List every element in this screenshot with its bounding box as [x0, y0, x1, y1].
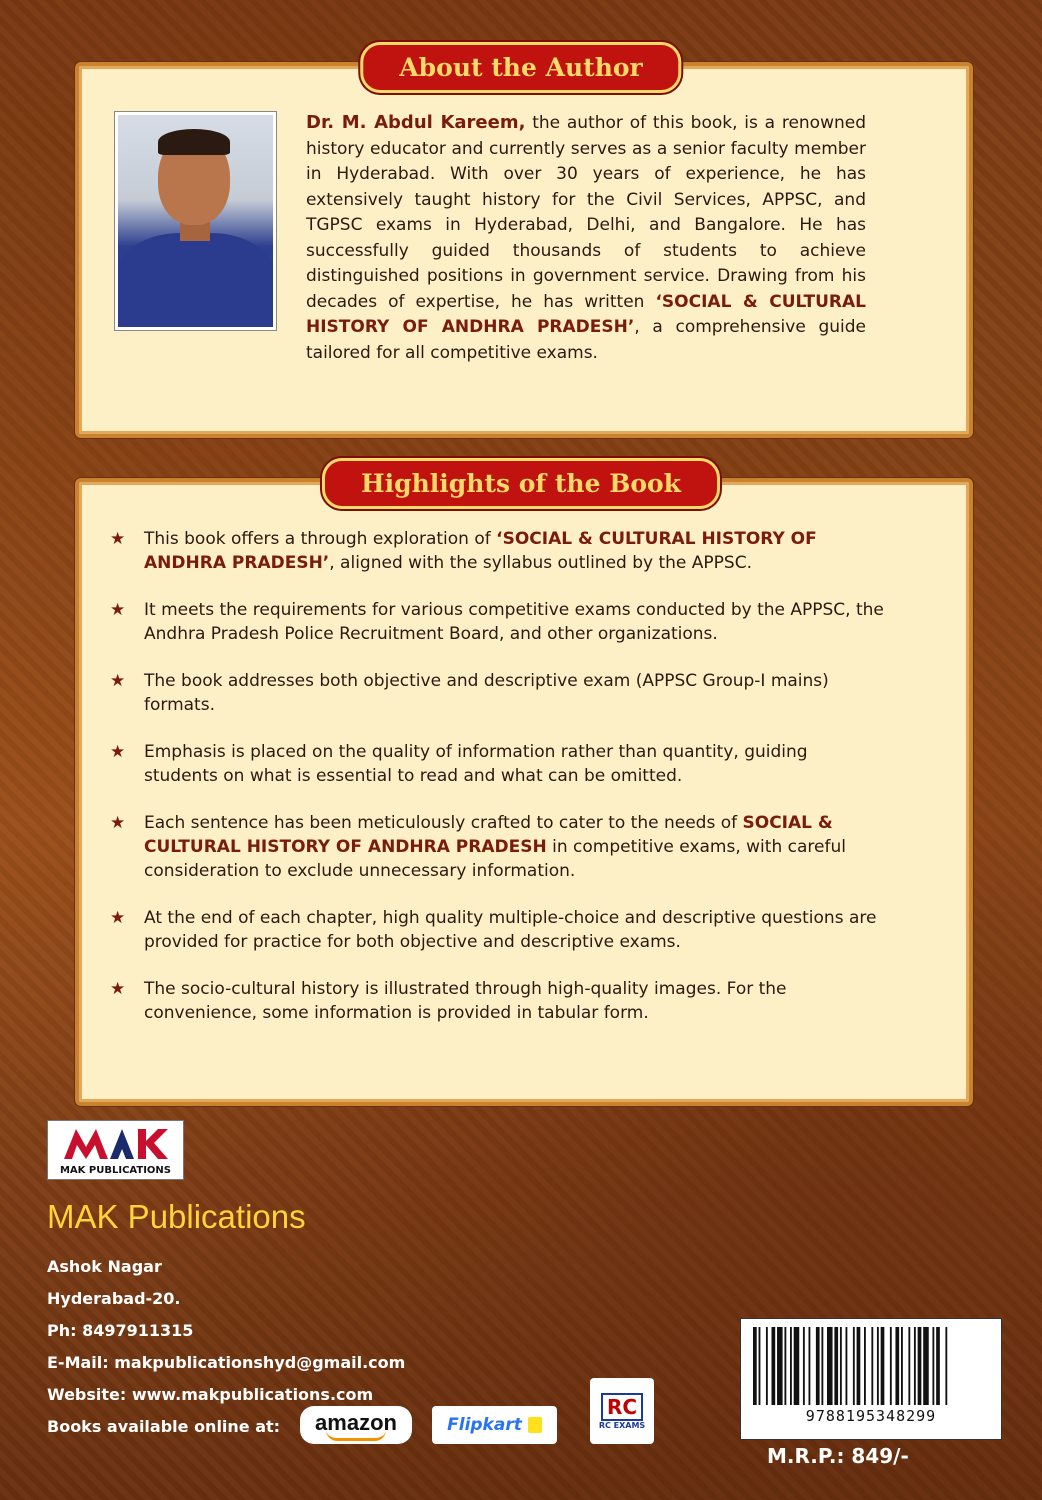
list-item: ★ At the end of each chapter, high quality multiple-choice and descriptive questions are provided for practice for both objective and descriptive exams. [110, 908, 877, 952]
highlights-list [110, 527, 885, 1048]
online-label: Books available online at: [47, 1417, 281, 1436]
star-icon: ★ [110, 742, 126, 762]
email-line: E-Mail: makpublicationshyd@gmail.com [47, 1353, 406, 1372]
star-icon: ★ [110, 600, 126, 620]
highlights-heading: Highlights of the Book [322, 458, 720, 509]
author-photo [115, 112, 276, 330]
website-line: Website: www.makpublications.com [47, 1385, 374, 1404]
star-icon: ★ [110, 813, 126, 833]
star-icon: ★ [110, 529, 126, 549]
address-line-1: Ashok Nagar [47, 1257, 162, 1276]
address-line-2: Hyderabad-20. [47, 1289, 181, 1308]
flipkart-bag-icon [528, 1417, 542, 1433]
list-item: ★ This book offers a through exploration of ‘SOCIAL & CULTURAL HISTORY OF ANDHRA PRADESH’, aligned with the syllabus outlined by the APPSC. [110, 529, 817, 573]
isbn-number: 9788195348299 [805, 1407, 937, 1425]
logo-caption: MAK PUBLICATIONS [59, 1165, 171, 1176]
amazon-smile-icon [326, 1430, 386, 1441]
flipkart-logo: Flipkart [432, 1406, 557, 1444]
author-bio [306, 110, 866, 366]
about-author-heading: About the Author [360, 42, 681, 93]
list-item: ★ It meets the requirements for various competitive exams conducted by the APPSC, the Andhra Pradesh Police Recruitment Board, and other organizations. [110, 600, 884, 644]
author-bio-text-1: the author of this book, is a renowned history educator and currently serves as a senior faculty member in Hyderabad. With over 30 years of experience, he has extensively taught history for the Civil Services, APPSC, and TGPSC exams in Hyderabad, Delhi, and Bangalore. He has successfully guided thousands of students to achieve distinguished positions in government service. Drawing from his decades of expertise, he has written [306, 113, 867, 312]
price-label: M.R.P.: 849/- [767, 1444, 909, 1468]
amazon-logo: amazon [300, 1406, 412, 1444]
mak-logo-icon [62, 1125, 170, 1161]
rc-exams-logo: RC RC EXAMS [590, 1378, 654, 1444]
author-bio-text-2: , a comprehensive guide tailored for all competitive exams. [306, 317, 867, 363]
barcode-icon [751, 1327, 991, 1405]
publisher-name: MAK Publications [47, 1198, 306, 1235]
star-icon: ★ [110, 908, 126, 928]
author-name: Dr. M. Abdul Kareem, [306, 112, 526, 133]
star-icon: ★ [110, 671, 126, 691]
list-item: ★ Each sentence has been meticulously crafted to cater to the needs of SOCIAL & CULTURAL HISTORY OF ANDHRA PRADESH in competitive exams, with careful consideration to exclude unnecessary information. [110, 813, 846, 881]
list-item: ★ The book addresses both objective and descriptive exam (APPSC Group-I mains) formats. [110, 671, 829, 715]
isbn-barcode [740, 1318, 1002, 1440]
list-item: ★ The socio-cultural history is illustrated through high-quality images. For the convenience, some information is provided in tabular form. [110, 979, 787, 1023]
star-icon: ★ [110, 979, 126, 999]
phone-line: Ph: 8497911315 [47, 1321, 194, 1340]
mak-logo [47, 1120, 184, 1180]
list-item: ★ Emphasis is placed on the quality of information rather than quantity, guiding students on what is essential to read and what can be omitted. [110, 742, 808, 786]
author-book-title: ‘SOCIAL & CULTURAL HISTORY OF ANDHRA PRADESH’ [306, 291, 866, 337]
